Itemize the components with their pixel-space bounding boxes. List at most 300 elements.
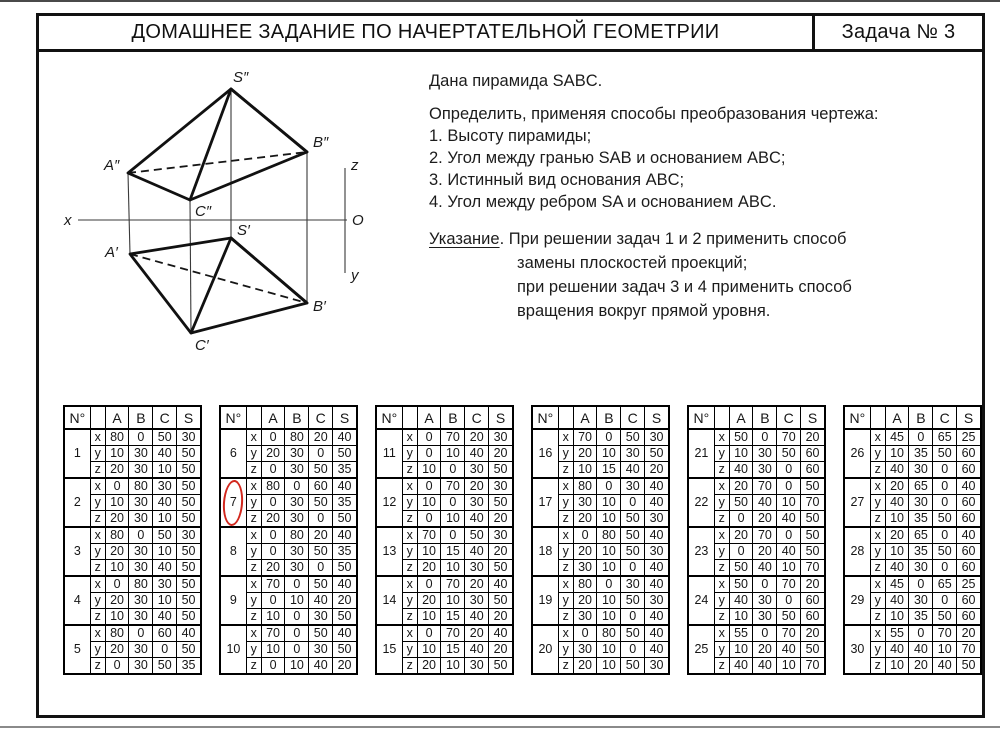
coordinate-value-cell: 50 bbox=[621, 625, 645, 642]
coordinate-value-cell: 30 bbox=[909, 462, 933, 479]
coordinate-value-cell: 0 bbox=[621, 560, 645, 577]
coordinate-value-cell: 30 bbox=[753, 593, 777, 609]
axis-label-cell: y bbox=[90, 544, 105, 560]
coordinate-value-cell: 0 bbox=[777, 527, 801, 544]
axis-label-cell: y bbox=[402, 593, 417, 609]
coordinate-value-cell: 30 bbox=[621, 478, 645, 495]
coordinate-value-cell: 50 bbox=[333, 642, 357, 658]
coordinate-value-cell: 35 bbox=[909, 446, 933, 462]
coordinate-value-cell: 30 bbox=[285, 446, 309, 462]
coordinate-value-cell: 40 bbox=[645, 560, 669, 577]
coordinate-value-cell: 30 bbox=[129, 658, 153, 675]
coordinate-value-cell: 20 bbox=[105, 462, 129, 479]
coordinate-value-cell: 80 bbox=[573, 478, 597, 495]
coordinate-value-cell: 80 bbox=[285, 527, 309, 544]
coordinate-value-cell: 0 bbox=[261, 462, 285, 479]
coordinate-value-cell: 30 bbox=[645, 544, 669, 560]
label-B1: B′ bbox=[313, 298, 326, 315]
axis-label-cell: x bbox=[558, 478, 573, 495]
col-header: C bbox=[309, 406, 333, 429]
axis-label-cell: x bbox=[714, 478, 729, 495]
coordinate-value-cell: 10 bbox=[261, 609, 285, 626]
axis-label-cell: x bbox=[558, 625, 573, 642]
coordinate-value-cell: 70 bbox=[261, 625, 285, 642]
axis-label-cell: x bbox=[246, 527, 261, 544]
variant-number: 5 bbox=[64, 625, 90, 674]
coordinate-value-cell: 10 bbox=[417, 609, 441, 626]
coordinate-value-cell: 40 bbox=[933, 658, 957, 675]
coordinate-value-cell: 30 bbox=[285, 495, 309, 511]
axis-label-cell: z bbox=[558, 560, 573, 577]
coordinate-value-cell: 50 bbox=[309, 495, 333, 511]
axis-label-cell: z bbox=[402, 560, 417, 577]
task-intro: Определить, применяя способы преобразования чертежа: bbox=[429, 105, 879, 123]
axis-label-cell: x bbox=[90, 429, 105, 446]
variant-number: 29 bbox=[844, 576, 870, 625]
axis-label-cell: z bbox=[90, 462, 105, 479]
coordinate-value-cell: 50 bbox=[777, 446, 801, 462]
x-axis-label: x bbox=[64, 212, 72, 229]
axis-label-cell: z bbox=[558, 609, 573, 626]
coordinate-value-cell: 50 bbox=[177, 511, 201, 528]
label-A1: A′ bbox=[105, 244, 118, 261]
coordinate-value-cell: 30 bbox=[489, 478, 513, 495]
coordinate-value-cell: 35 bbox=[909, 511, 933, 528]
coordinate-value-cell: 0 bbox=[597, 478, 621, 495]
coordinate-value-cell: 20 bbox=[573, 593, 597, 609]
coordinate-value-cell: 20 bbox=[465, 625, 489, 642]
axis-label-cell: z bbox=[90, 658, 105, 675]
col-header: A bbox=[261, 406, 285, 429]
coordinate-value-cell: 0 bbox=[417, 446, 441, 462]
coordinate-value-cell: 0 bbox=[777, 478, 801, 495]
coordinate-value-cell: 10 bbox=[153, 511, 177, 528]
coordinate-value-cell: 30 bbox=[465, 560, 489, 577]
coordinate-value-cell: 0 bbox=[105, 658, 129, 675]
coordinate-value-cell: 30 bbox=[129, 560, 153, 577]
variant-number: 6 bbox=[220, 429, 246, 478]
coordinate-value-cell: 10 bbox=[441, 511, 465, 528]
axis-label-cell: y bbox=[90, 495, 105, 511]
coordinate-value-cell: 0 bbox=[417, 576, 441, 593]
coordinate-value-cell: 10 bbox=[105, 446, 129, 462]
coordinate-value-cell: 60 bbox=[957, 462, 981, 479]
note-line-2: замены плоскостей проекций; bbox=[517, 254, 748, 272]
coordinate-value-cell: 40 bbox=[729, 593, 753, 609]
coordinate-value-cell: 30 bbox=[309, 609, 333, 626]
coordinate-value-cell: 40 bbox=[777, 642, 801, 658]
coordinate-value-cell: 0 bbox=[909, 625, 933, 642]
coordinate-value-cell: 65 bbox=[909, 527, 933, 544]
coordinate-value-cell: 20 bbox=[333, 593, 357, 609]
coordinate-value-cell: 40 bbox=[465, 446, 489, 462]
coordinate-value-cell: 65 bbox=[933, 429, 957, 446]
coordinate-value-cell: 70 bbox=[777, 576, 801, 593]
coordinate-value-cell: 40 bbox=[777, 544, 801, 560]
coordinate-value-cell: 30 bbox=[573, 495, 597, 511]
coordinate-value-cell: 30 bbox=[645, 593, 669, 609]
origin-label: O bbox=[352, 212, 364, 229]
axis-label-cell: x bbox=[714, 429, 729, 446]
coordinate-value-cell: 50 bbox=[333, 446, 357, 462]
col-header: C bbox=[933, 406, 957, 429]
axis-label-cell: x bbox=[402, 429, 417, 446]
coordinate-value-cell: 60 bbox=[801, 609, 825, 626]
coordinate-value-cell: 30 bbox=[621, 446, 645, 462]
variant-number: 26 bbox=[844, 429, 870, 478]
axis-label-cell: y bbox=[558, 642, 573, 658]
coordinate-value-cell: 20 bbox=[489, 544, 513, 560]
coordinate-value-cell: 10 bbox=[597, 593, 621, 609]
coordinate-value-cell: 50 bbox=[489, 462, 513, 479]
col-header: A bbox=[885, 406, 909, 429]
axis-label-cell: y bbox=[402, 495, 417, 511]
coordinate-value-cell: 30 bbox=[177, 527, 201, 544]
coordinate-value-cell: 40 bbox=[957, 527, 981, 544]
coordinate-value-cell: 20 bbox=[573, 511, 597, 528]
coordinate-value-cell: 0 bbox=[441, 495, 465, 511]
coordinate-value-cell: 50 bbox=[309, 576, 333, 593]
z-axis-label: z bbox=[351, 157, 359, 174]
coordinate-value-cell: 55 bbox=[729, 625, 753, 642]
coordinate-value-cell: 70 bbox=[957, 642, 981, 658]
projection-connector-lines bbox=[78, 89, 347, 333]
variant-number: 22 bbox=[688, 478, 714, 527]
coordinate-value-cell: 40 bbox=[177, 625, 201, 642]
col-header: B bbox=[285, 406, 309, 429]
variant-number: 18 bbox=[532, 527, 558, 576]
coordinate-value-cell: 40 bbox=[465, 544, 489, 560]
axis-label-cell: z bbox=[402, 609, 417, 626]
coordinate-value-cell: 10 bbox=[729, 609, 753, 626]
coordinate-value-cell: 0 bbox=[285, 642, 309, 658]
note-line-3: при решении задач 3 и 4 применить способ bbox=[517, 278, 852, 296]
coordinate-value-cell: 0 bbox=[909, 429, 933, 446]
col-header: N° bbox=[64, 406, 90, 429]
coordinate-value-cell: 0 bbox=[261, 593, 285, 609]
coordinate-value-cell: 10 bbox=[885, 446, 909, 462]
coordinate-value-cell: 40 bbox=[645, 527, 669, 544]
coordinate-value-cell: 0 bbox=[105, 576, 129, 593]
variant-number: 15 bbox=[376, 625, 402, 674]
coordinate-value-cell: 30 bbox=[645, 658, 669, 675]
coordinate-value-cell: 50 bbox=[621, 511, 645, 528]
axis-label-cell: y bbox=[870, 642, 885, 658]
axis-label-cell: y bbox=[558, 446, 573, 462]
axis-label-cell: z bbox=[402, 511, 417, 528]
projection-drawing bbox=[61, 56, 381, 371]
axis-label-cell: z bbox=[714, 560, 729, 577]
coordinate-value-cell: 10 bbox=[417, 462, 441, 479]
axis-label-cell: y bbox=[870, 593, 885, 609]
coordinate-value-cell: 10 bbox=[777, 658, 801, 675]
variant-number: 8 bbox=[220, 527, 246, 576]
coordinate-value-cell: 20 bbox=[261, 511, 285, 528]
coordinate-value-cell: 10 bbox=[417, 544, 441, 560]
coordinate-value-cell: 10 bbox=[441, 560, 465, 577]
col-header: S bbox=[489, 406, 513, 429]
coordinate-value-cell: 10 bbox=[597, 658, 621, 675]
coordinate-value-cell: 30 bbox=[153, 576, 177, 593]
coordinate-value-cell: 50 bbox=[489, 593, 513, 609]
coordinate-value-cell: 60 bbox=[153, 625, 177, 642]
coordinate-value-cell: 40 bbox=[885, 593, 909, 609]
coordinate-value-cell: 35 bbox=[177, 658, 201, 675]
coordinate-value-cell: 40 bbox=[309, 593, 333, 609]
coordinate-value-cell: 40 bbox=[645, 495, 669, 511]
coordinate-value-cell: 70 bbox=[441, 576, 465, 593]
coordinate-value-cell: 30 bbox=[465, 658, 489, 675]
coordinate-value-cell: 50 bbox=[621, 544, 645, 560]
coordinate-value-cell: 80 bbox=[573, 576, 597, 593]
axis-label-cell: y bbox=[870, 495, 885, 511]
coordinate-value-cell: 20 bbox=[729, 478, 753, 495]
coordinate-value-cell: 0 bbox=[621, 609, 645, 626]
coordinate-value-cell: 25 bbox=[957, 576, 981, 593]
coordinate-value-cell: 50 bbox=[729, 560, 753, 577]
coordinate-value-cell: 50 bbox=[177, 495, 201, 511]
coordinate-value-cell: 20 bbox=[801, 429, 825, 446]
coordinate-value-cell: 0 bbox=[129, 527, 153, 544]
axis-label-cell: x bbox=[246, 625, 261, 642]
sheet-frame bbox=[36, 13, 985, 718]
axis-label-cell: z bbox=[90, 609, 105, 626]
coordinate-value-cell: 40 bbox=[909, 642, 933, 658]
coordinate-value-cell: 50 bbox=[933, 544, 957, 560]
coordinate-value-cell: 30 bbox=[129, 593, 153, 609]
axis-label-cell: x bbox=[870, 576, 885, 593]
col-header: S bbox=[333, 406, 357, 429]
coordinate-value-cell: 35 bbox=[333, 544, 357, 560]
coordinate-value-cell: 35 bbox=[333, 495, 357, 511]
scan-edge-bottom bbox=[0, 726, 1000, 728]
coordinate-value-cell: 0 bbox=[933, 478, 957, 495]
axis-label-cell: z bbox=[714, 609, 729, 626]
coordinate-value-cell: 20 bbox=[105, 593, 129, 609]
axis-label-cell: z bbox=[714, 658, 729, 675]
coordinate-value-cell: 20 bbox=[957, 625, 981, 642]
coordinate-value-cell: 50 bbox=[777, 609, 801, 626]
coordinate-value-cell: 0 bbox=[729, 511, 753, 528]
variant-number: 16 bbox=[532, 429, 558, 478]
coordinate-value-cell: 20 bbox=[309, 527, 333, 544]
axis-label-cell: y bbox=[870, 544, 885, 560]
axis-label-cell: y bbox=[714, 642, 729, 658]
coordinate-value-cell: 15 bbox=[441, 609, 465, 626]
coordinate-value-cell: 0 bbox=[261, 429, 285, 446]
coordinate-value-cell: 10 bbox=[777, 560, 801, 577]
coordinate-value-cell: 80 bbox=[105, 625, 129, 642]
coordinate-value-cell: 20 bbox=[753, 544, 777, 560]
variant-number: 2 bbox=[64, 478, 90, 527]
coordinate-value-cell: 70 bbox=[441, 625, 465, 642]
coordinate-value-cell: 0 bbox=[129, 625, 153, 642]
coordinate-value-cell: 20 bbox=[105, 511, 129, 528]
coordinate-value-cell: 50 bbox=[801, 544, 825, 560]
coordinate-value-cell: 50 bbox=[933, 446, 957, 462]
coordinate-value-cell: 30 bbox=[465, 495, 489, 511]
title-bar bbox=[39, 16, 982, 52]
coordinate-value-cell: 0 bbox=[309, 446, 333, 462]
coordinate-value-cell: 80 bbox=[129, 478, 153, 495]
coordinate-value-cell: 0 bbox=[309, 560, 333, 577]
coordinate-value-cell: 40 bbox=[465, 642, 489, 658]
axis-label-cell: z bbox=[870, 462, 885, 479]
coordinate-value-cell: 40 bbox=[753, 658, 777, 675]
axis-label-cell: x bbox=[870, 625, 885, 642]
coordinate-value-cell: 70 bbox=[801, 658, 825, 675]
coordinate-value-cell: 50 bbox=[153, 658, 177, 675]
coordinate-value-cell: 30 bbox=[573, 642, 597, 658]
axis-label-cell: z bbox=[558, 511, 573, 528]
axis-label-cell: z bbox=[402, 462, 417, 479]
axis-label-cell: y bbox=[90, 642, 105, 658]
coordinate-value-cell: 30 bbox=[129, 609, 153, 626]
coordinate-value-cell: 50 bbox=[729, 576, 753, 593]
variant-number: 21 bbox=[688, 429, 714, 478]
coordinate-value-cell: 10 bbox=[285, 593, 309, 609]
axis-label-cell: x bbox=[246, 478, 261, 495]
variant-table-6 bbox=[843, 405, 982, 675]
col-header bbox=[870, 406, 885, 429]
coordinate-value-cell: 0 bbox=[753, 576, 777, 593]
coordinate-value-cell: 30 bbox=[129, 544, 153, 560]
task-item-4: 4. Угол между ребром SA и основанием ABC. bbox=[429, 193, 777, 211]
coordinate-value-cell: 30 bbox=[909, 560, 933, 577]
variant-table-4 bbox=[531, 405, 670, 675]
coordinate-value-cell: 50 bbox=[333, 560, 357, 577]
coordinate-value-cell: 60 bbox=[957, 609, 981, 626]
coordinate-value-cell: 40 bbox=[645, 642, 669, 658]
note-line-1: Указание. При решении задач 1 и 2 применить способ bbox=[429, 230, 847, 248]
axis-label-cell: y bbox=[90, 446, 105, 462]
col-header: N° bbox=[688, 406, 714, 429]
coordinate-value-cell: 65 bbox=[933, 576, 957, 593]
coordinate-value-cell: 10 bbox=[933, 642, 957, 658]
coordinate-value-cell: 30 bbox=[645, 511, 669, 528]
coordinate-value-cell: 50 bbox=[153, 429, 177, 446]
coordinate-value-cell: 40 bbox=[753, 560, 777, 577]
coordinate-value-cell: 40 bbox=[885, 560, 909, 577]
variant-number: 19 bbox=[532, 576, 558, 625]
coordinate-value-cell: 60 bbox=[801, 462, 825, 479]
task-text bbox=[429, 70, 991, 323]
coordinate-value-cell: 30 bbox=[753, 609, 777, 626]
col-header: B bbox=[753, 406, 777, 429]
coordinate-value-cell: 45 bbox=[885, 576, 909, 593]
coordinate-value-cell: 30 bbox=[177, 429, 201, 446]
coordinate-value-cell: 50 bbox=[933, 609, 957, 626]
col-header: A bbox=[729, 406, 753, 429]
coordinate-value-cell: 0 bbox=[933, 462, 957, 479]
variant-number: 25 bbox=[688, 625, 714, 674]
label-C2: C″ bbox=[195, 203, 212, 220]
coordinate-value-cell: 20 bbox=[489, 511, 513, 528]
col-header: N° bbox=[376, 406, 402, 429]
y-axis-label: y bbox=[351, 267, 359, 284]
coordinate-value-cell: 0 bbox=[573, 527, 597, 544]
task-note bbox=[429, 227, 991, 323]
coordinate-value-cell: 0 bbox=[285, 625, 309, 642]
coordinate-value-cell: 20 bbox=[573, 446, 597, 462]
coordinate-value-cell: 10 bbox=[153, 544, 177, 560]
coordinate-value-cell: 0 bbox=[777, 462, 801, 479]
col-header: C bbox=[465, 406, 489, 429]
coordinate-value-cell: 20 bbox=[573, 658, 597, 675]
axis-label-cell: z bbox=[246, 560, 261, 577]
coordinate-value-cell: 40 bbox=[645, 609, 669, 626]
coordinate-value-cell: 40 bbox=[153, 609, 177, 626]
coordinate-value-cell: 20 bbox=[465, 576, 489, 593]
coordinate-value-cell: 70 bbox=[441, 429, 465, 446]
coordinate-value-cell: 50 bbox=[177, 544, 201, 560]
coordinate-value-cell: 15 bbox=[441, 642, 465, 658]
coordinate-value-cell: 60 bbox=[309, 478, 333, 495]
coordinate-value-cell: 70 bbox=[801, 495, 825, 511]
variant-number: 12 bbox=[376, 478, 402, 527]
coordinate-value-cell: 40 bbox=[309, 658, 333, 675]
coordinate-value-cell: 60 bbox=[957, 544, 981, 560]
col-header: B bbox=[597, 406, 621, 429]
coordinate-value-cell: 50 bbox=[957, 658, 981, 675]
axis-label-cell: x bbox=[402, 625, 417, 642]
coordinate-value-cell: 0 bbox=[261, 544, 285, 560]
coordinate-value-cell: 20 bbox=[753, 511, 777, 528]
variant-table-3 bbox=[375, 405, 514, 675]
axis-label-cell: y bbox=[402, 642, 417, 658]
axis-label-cell: x bbox=[870, 527, 885, 544]
task-number: Задача № 3 bbox=[841, 21, 956, 43]
coordinate-value-cell: 20 bbox=[489, 609, 513, 626]
coordinate-value-cell: 20 bbox=[417, 593, 441, 609]
col-header: C bbox=[621, 406, 645, 429]
axis-label-cell: x bbox=[714, 527, 729, 544]
coordinate-value-cell: 50 bbox=[177, 576, 201, 593]
coordinate-value-cell: 40 bbox=[885, 462, 909, 479]
coordinate-value-cell: 40 bbox=[333, 527, 357, 544]
axis-label-cell: x bbox=[402, 478, 417, 495]
variant-number: 7 bbox=[220, 478, 246, 527]
axis-label-cell: y bbox=[246, 446, 261, 462]
variant-number: 17 bbox=[532, 478, 558, 527]
axis-label-cell: z bbox=[870, 511, 885, 528]
coordinate-value-cell: 10 bbox=[885, 511, 909, 528]
coordinate-value-cell: 10 bbox=[597, 642, 621, 658]
coordinate-value-cell: 40 bbox=[645, 625, 669, 642]
axis-label-cell: y bbox=[714, 593, 729, 609]
coordinate-value-cell: 40 bbox=[885, 642, 909, 658]
coordinate-value-cell: 70 bbox=[261, 576, 285, 593]
coordinate-value-cell: 40 bbox=[465, 511, 489, 528]
coordinate-value-cell: 50 bbox=[801, 527, 825, 544]
axis-label-cell: z bbox=[870, 560, 885, 577]
coordinate-value-cell: 70 bbox=[801, 560, 825, 577]
coordinate-value-cell: 30 bbox=[285, 511, 309, 528]
coordinate-value-cell: 50 bbox=[309, 544, 333, 560]
coordinate-value-cell: 30 bbox=[285, 462, 309, 479]
coordinate-value-cell: 25 bbox=[957, 429, 981, 446]
coordinate-value-cell: 20 bbox=[417, 658, 441, 675]
coordinate-value-cell: 65 bbox=[909, 478, 933, 495]
coordinate-value-cell: 20 bbox=[885, 478, 909, 495]
axis-label-cell: z bbox=[402, 658, 417, 675]
coordinate-value-cell: 50 bbox=[801, 642, 825, 658]
axis-label-cell: x bbox=[558, 429, 573, 446]
coordinate-value-cell: 30 bbox=[909, 495, 933, 511]
coordinate-value-cell: 80 bbox=[105, 429, 129, 446]
coordinate-value-cell: 0 bbox=[285, 576, 309, 593]
axis-label-cell: y bbox=[714, 446, 729, 462]
